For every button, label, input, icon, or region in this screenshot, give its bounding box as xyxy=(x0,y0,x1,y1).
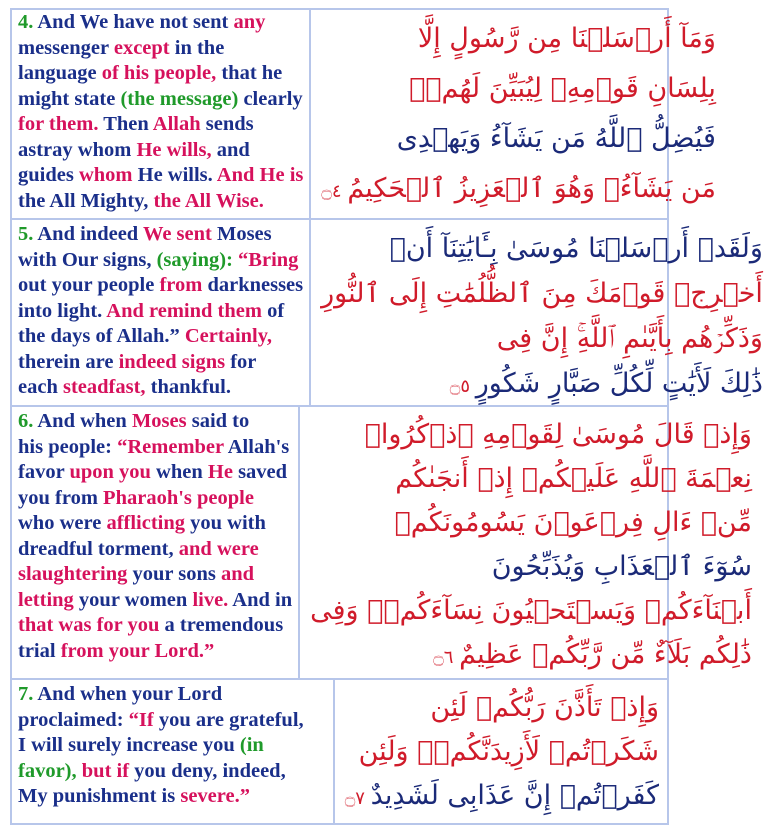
text-line xyxy=(310,457,752,501)
text-segment: letting xyxy=(18,588,74,611)
text-segment: وَلَقَدۡ أَرۡسَلۡنَا مُوسَىٰ بِـَٔايَٰتِنَآ أَنۡ xyxy=(389,233,763,264)
text-segment: favor xyxy=(18,461,70,483)
text-line xyxy=(18,10,303,36)
text-segment: ۝٦ xyxy=(433,647,460,668)
text-segment: trial xyxy=(18,639,61,662)
verse-4-translation xyxy=(10,8,311,220)
text-segment: that he xyxy=(216,62,283,84)
text-line xyxy=(321,316,763,361)
text-line xyxy=(345,774,659,821)
text-line xyxy=(18,682,327,708)
text-segment: سُوٓءَ ٱلۡعَذَابِ وَيُذَبِّحُونَ xyxy=(491,551,752,582)
text-segment: And when xyxy=(33,410,132,432)
text-line xyxy=(321,164,716,217)
text-segment: but if xyxy=(76,759,135,782)
text-line xyxy=(18,613,292,639)
text-line xyxy=(18,733,327,759)
text-segment: a tremendous xyxy=(159,614,284,636)
text-segment: except xyxy=(113,36,170,59)
text-line xyxy=(18,460,292,486)
text-segment: He wills, xyxy=(136,138,212,161)
text-segment: شَكَرۡتُمۡ لَأَزِيدَنَّكُمۡ‌ۖ وَلَئِن xyxy=(358,736,659,767)
text-segment: who were xyxy=(18,512,107,534)
text-line xyxy=(18,435,292,461)
text-line xyxy=(18,350,303,376)
verse-row-6 xyxy=(10,405,752,680)
text-line xyxy=(18,248,303,274)
text-segment: from xyxy=(159,274,203,296)
text-segment: your sons xyxy=(127,563,221,585)
text-segment: of xyxy=(261,299,285,322)
text-segment: the days of Allah.” xyxy=(18,325,185,347)
text-segment: وَإِذۡ تَأَذَّنَ رَبُّكُمۡ لَئِن xyxy=(430,692,659,723)
text-segment: (in xyxy=(239,734,264,756)
text-line xyxy=(321,114,716,164)
text-segment: with Our signs, xyxy=(18,248,157,271)
text-segment: indeed signs xyxy=(118,350,226,373)
text-segment: And indeed xyxy=(33,223,143,245)
text-segment: And remind them xyxy=(106,299,262,322)
text-segment: “If xyxy=(128,708,154,731)
text-segment: وَذَكِّرۡهُم بِأَيَّىٰمِ ٱللَّهِ‌ۚ إِنَّ فِى xyxy=(496,323,763,354)
verse-6-arabic xyxy=(300,407,762,680)
text-segment: when xyxy=(150,461,208,483)
text-segment: 6. xyxy=(18,410,34,432)
text-line xyxy=(18,36,303,62)
text-segment: for xyxy=(225,350,257,373)
text-line xyxy=(18,486,292,512)
text-segment: Pharaoh's people xyxy=(103,486,254,509)
text-segment: Certainly, xyxy=(184,325,272,347)
text-segment: 5. xyxy=(18,223,34,245)
text-line xyxy=(321,64,716,114)
text-segment: (saying): xyxy=(156,248,233,271)
text-segment: and xyxy=(211,138,250,161)
verse-5-translation xyxy=(10,220,311,407)
text-segment: نِعۡمَةَ ٱللَّهِ عَلَيۡكُمۡ إِذۡ أَنجَىٰكُم xyxy=(395,463,752,494)
text-segment: might state xyxy=(18,87,121,110)
text-segment: Moses xyxy=(131,410,187,432)
text-segment: “Remember xyxy=(117,435,224,458)
verse-6-translation xyxy=(10,407,300,680)
text-segment: ۝٧ xyxy=(344,788,371,809)
text-segment: therein are xyxy=(18,350,119,373)
verse-7-translation xyxy=(10,680,335,825)
text-segment: whom xyxy=(78,164,133,186)
text-segment: that was for you xyxy=(18,614,160,636)
text-line xyxy=(18,273,303,299)
verse-5-arabic xyxy=(311,220,773,407)
text-segment: favor), xyxy=(18,759,77,782)
text-segment: وَمَآ أَرۡسَلۡنَا مِن رَّسُولٍ إِلَّا xyxy=(417,23,716,54)
text-segment: “Bring xyxy=(232,248,299,271)
text-segment: out your people xyxy=(18,274,160,296)
text-line xyxy=(18,511,292,537)
text-segment: saved xyxy=(232,461,288,483)
text-segment: thankful. xyxy=(145,376,232,398)
text-segment: slaughtering xyxy=(18,563,128,585)
text-segment: ۝٥ xyxy=(449,376,476,397)
verse-row-4 xyxy=(10,8,716,220)
text-line xyxy=(18,189,303,215)
text-line xyxy=(345,730,659,774)
text-segment: He xyxy=(207,461,233,483)
text-segment: Moses xyxy=(211,223,272,245)
text-line xyxy=(18,375,303,401)
text-segment: the All Wise. xyxy=(153,189,264,212)
text-segment: ذَٰلِكُم بَلَآءٌ مِّن رَّبِّكُمۡ عَظِيمٌ xyxy=(459,639,752,670)
text-segment: darknesses xyxy=(202,274,304,296)
text-segment: your women xyxy=(73,588,193,611)
text-segment: Allah xyxy=(152,113,201,135)
text-segment: of his people, xyxy=(101,62,217,84)
text-segment: from your Lord.” xyxy=(60,639,215,662)
text-line xyxy=(18,759,327,785)
text-segment: language xyxy=(18,62,102,84)
text-segment: ۝٤ xyxy=(321,181,348,202)
text-segment: We sent xyxy=(142,223,212,245)
text-segment: and were xyxy=(178,537,259,560)
text-line xyxy=(18,87,303,113)
text-line xyxy=(18,639,292,665)
text-segment: أَبۡنَآءَكُمۡ وَيَسۡتَحۡيُونَ نِسَآءَكُمۡ‌ۚ وَفِى xyxy=(310,595,752,626)
text-segment: upon you xyxy=(69,461,151,483)
text-segment: for them. xyxy=(18,113,99,135)
text-line xyxy=(18,588,292,614)
text-line xyxy=(321,361,763,409)
text-segment: وَإِذۡ قَالَ مُوسَىٰ لِقَوۡمِهِ ٱذۡكُرُوا۟ xyxy=(364,419,752,450)
text-segment: said to xyxy=(186,410,250,432)
text-segment: guides xyxy=(18,164,79,186)
text-segment: afflicting xyxy=(106,512,186,534)
text-line xyxy=(321,14,716,64)
text-segment: And when your Lord xyxy=(33,683,223,705)
text-line xyxy=(310,633,752,680)
text-line xyxy=(18,562,292,588)
text-segment: كَفَرۡتُمۡ إِنَّ عَذَابِى لَشَدِيدٌ xyxy=(370,780,659,811)
text-segment: you with xyxy=(185,512,266,534)
text-line xyxy=(310,413,752,457)
text-segment: 7. xyxy=(18,683,34,705)
text-segment: My punishment is xyxy=(18,785,181,807)
text-segment: you are grateful, xyxy=(153,708,304,731)
text-segment: (the message) xyxy=(120,87,239,110)
text-segment: ذَٰلِكَ لَأَيَٰتٍ لِّكُلِّ صَبَّارٍ شَكُورٍ xyxy=(475,368,763,399)
text-line xyxy=(321,226,763,271)
text-line xyxy=(18,138,303,164)
text-segment: أَخۡرِجۡ قَوۡمَكَ مِنَ ٱلظُّلُمَٰتِ إِلَى ٱلنُّورِ xyxy=(321,278,763,309)
text-segment: and xyxy=(220,563,255,585)
text-segment: dreadful torment, xyxy=(18,537,179,560)
verse-row-7 xyxy=(10,678,669,825)
text-segment: Allah's xyxy=(223,435,290,458)
text-segment: astray whom xyxy=(18,138,137,161)
text-segment: Then xyxy=(98,113,153,135)
text-segment: مَن يَشَآءُ‌ۚ وَهُوَ ٱلۡعَزِيزُ ٱلۡحَكِيمُ xyxy=(347,173,716,204)
text-segment: you deny, indeed, xyxy=(134,759,286,782)
text-segment: I will surely increase you xyxy=(18,734,240,756)
text-segment: steadfast, xyxy=(62,376,146,398)
verse-4-arabic xyxy=(311,8,726,220)
text-line xyxy=(310,589,752,633)
text-line xyxy=(18,299,303,325)
text-segment: 4. xyxy=(18,11,34,33)
text-line xyxy=(18,784,327,810)
text-line xyxy=(18,324,303,350)
verse-row-5 xyxy=(10,218,763,407)
text-segment: the All Mighty, xyxy=(18,189,154,212)
text-line xyxy=(18,112,303,138)
text-segment: any xyxy=(233,11,266,33)
verse-7-arabic xyxy=(335,680,669,825)
text-segment: his people: xyxy=(18,435,118,458)
text-segment: you from xyxy=(18,486,104,509)
text-segment: And He is xyxy=(216,164,304,186)
text-line xyxy=(18,163,303,189)
text-line xyxy=(18,708,327,734)
text-segment: in the xyxy=(169,36,225,59)
text-segment: messenger xyxy=(18,36,114,59)
text-segment: live. xyxy=(192,588,229,611)
text-segment: clearly xyxy=(238,87,303,110)
text-segment: فَيُضِلُّ ٱللَّهُ مَن يَشَآءُ وَيَهۡدِى xyxy=(396,123,716,154)
text-segment: He wills. xyxy=(132,164,217,186)
text-line xyxy=(18,222,303,248)
text-segment: proclaimed: xyxy=(18,708,129,731)
text-line xyxy=(18,537,292,563)
text-line xyxy=(310,501,752,545)
text-line xyxy=(18,61,303,87)
text-segment: each xyxy=(18,376,63,398)
text-segment: And We have not sent xyxy=(33,11,234,33)
text-line xyxy=(321,271,763,316)
text-segment: severe.” xyxy=(180,785,250,807)
text-line xyxy=(310,545,752,589)
text-segment: مِّنۡ ءَالِ فِرۡعَوۡنَ يَسُومُونَكُمۡ xyxy=(394,507,752,538)
text-line xyxy=(18,409,292,435)
text-segment: into light. xyxy=(18,299,107,322)
text-segment: And in xyxy=(228,588,293,611)
text-segment: sends xyxy=(200,113,254,135)
text-segment: بِلِسَانِ قَوۡمِهِۦ لِيُبَيِّنَ لَهُمۡ‌ۖ xyxy=(409,73,716,104)
text-line xyxy=(345,686,659,730)
